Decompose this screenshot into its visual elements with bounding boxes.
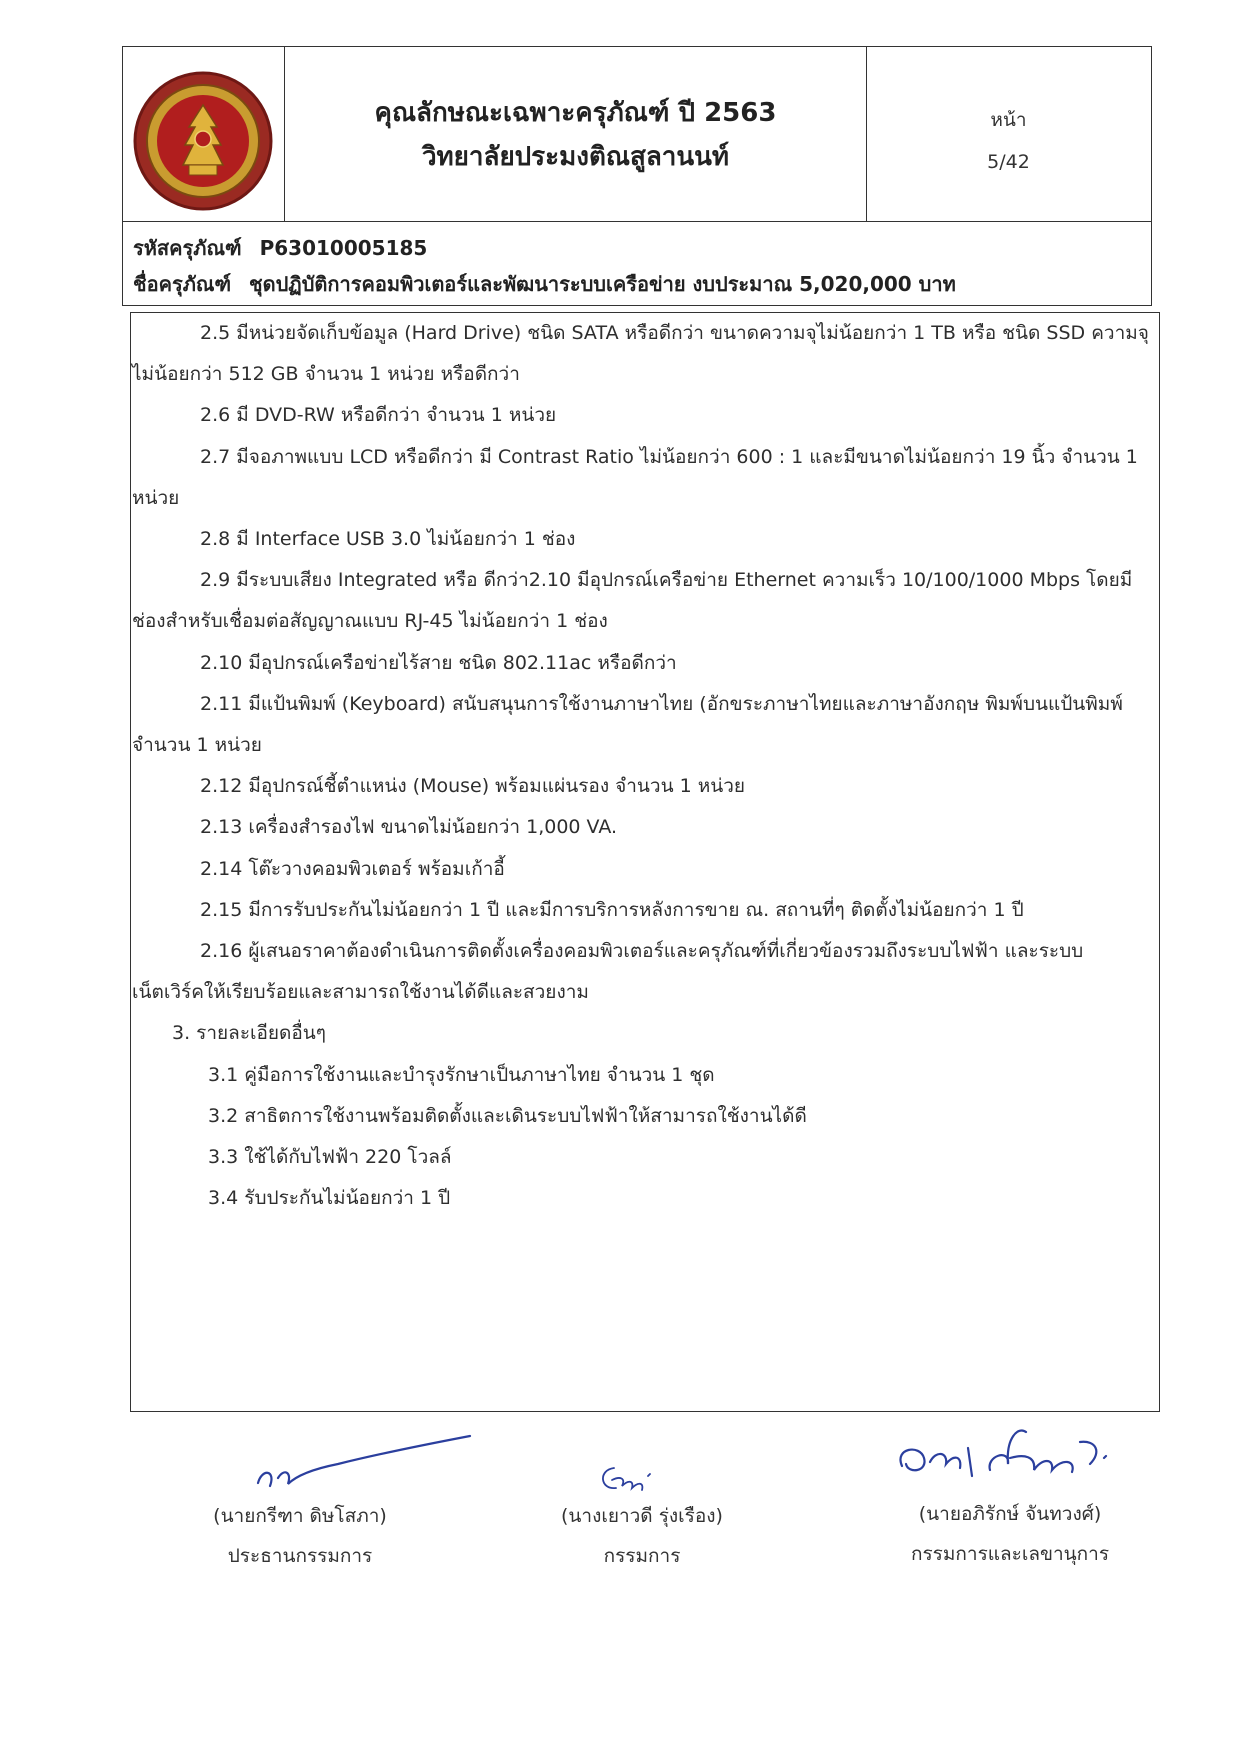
signature-mark-3 — [890, 1418, 1140, 1498]
spec-line: 2.11 มีแป้นพิมพ์ (Keyboard) สนับสนุนการใช้งานภาษาไทย (อักขระภาษาไทยและภาษาอังกฤษ พิมพ์บนแป้นพิมพ์ — [200, 692, 1123, 715]
spec-line: 2.9 มีระบบเสียง Integrated หรือ ดีกว่า2.10 มีอุปกรณ์เครือข่าย Ethernet ความเร็ว 10/100/1000 Mbps โดยมี — [200, 569, 1133, 592]
equipment-name-value: ชุดปฏิบัติการคอมพิวเตอร์และพัฒนาระบบเครือข่าย งบประมาณ 5,020,000 บาท — [249, 272, 956, 296]
signatory-name: (นายกรีฑา ดิษโสภา) — [213, 1505, 387, 1527]
signature-block-member — [492, 1496, 792, 1576]
document-title — [285, 91, 866, 179]
spec-line: ช่องสำหรับเชื่อมต่อสัญญาณแบบ RJ-45 ไม่น้อยกว่า 1 ช่อง — [132, 610, 608, 633]
signature-block-chairman — [150, 1496, 450, 1576]
spec-line: 2.6 มี DVD-RW หรือดีกว่า จำนวน 1 หน่วย — [200, 404, 557, 427]
signatory-name: (นางเยาวดี รุ่งเรือง) — [561, 1505, 723, 1527]
spec-line: 2.12 มีอุปกรณ์ชี้ตำแหน่ง (Mouse) พร้อมแผ่นรอง จำนวน 1 หน่วย — [200, 775, 746, 798]
page-indicator — [866, 99, 1151, 183]
signature-mark-1 — [248, 1428, 478, 1498]
spec-line: 2.14 โต๊ะวางคอมพิวเตอร์ พร้อมเก้าอี้ — [200, 857, 505, 880]
spec-line: 2.13 เครื่องสำรองไฟ ขนาดไม่น้อยกว่า 1,000 VA. — [200, 816, 618, 839]
spec-line: 2.5 มีหน่วยจัดเก็บข้อมูล (Hard Drive) ชนิด SATA หรือดีกว่า ขนาดความจุไม่น้อยกว่า 1 TB หรือ ชนิด SSD ความจุ — [200, 322, 1149, 344]
spec-line: 3.3 ใช้ได้กับไฟฟ้า 220 โวลล์ — [208, 1146, 452, 1168]
spec-line: 3.1 คู่มือการใช้งานและบำรุงรักษาเป็นภาษาไทย จำนวน 1 ชุด — [208, 1063, 715, 1086]
page-label: หน้า — [990, 109, 1027, 131]
vocational-education-commission-logo — [131, 69, 275, 213]
spec-line: 2.8 มี Interface USB 3.0 ไม่น้อยกว่า 1 ช่อง — [200, 528, 576, 550]
spec-line: เน็ตเวิร์คให้เรียบร้อยและสามารถใช้งานได้ดีและสวยงาม — [132, 981, 589, 1004]
spec-line: 3. รายละเอียดอื่นๆ — [172, 1022, 327, 1045]
signatory-role: ประธานกรรมการ — [227, 1545, 373, 1567]
signatory-name: (นายอภิรักษ์ จันทวงศ์) — [918, 1503, 1102, 1525]
spec-line: 2.10 มีอุปกรณ์เครือข่ายไร้สาย ชนิด 802.11ac หรือดีกว่า — [200, 651, 677, 674]
signatory-role: กรรมการและเลขานุการ — [910, 1543, 1110, 1565]
spec-line: 2.15 มีการรับประกันไม่น้อยกว่า 1 ปี และมีการบริการหลังการขาย ณ. สถานที่ๆ ติดตั้งไม่น้อยกว่า 1 ปี — [200, 898, 1024, 921]
title-line-1: คุณลักษณะเฉพาะครุภัณฑ์ ปี 2563 — [374, 98, 777, 128]
spec-line: 2.7 มีจอภาพแบบ LCD หรือดีกว่า มี Contrast Ratio ไม่น้อยกว่า 600 : 1 และมีขนาดไม่น้อยกว่า 19 นิ้ว จำนวน 1 — [200, 445, 1138, 468]
spec-line: 3.4 รับประกันไม่น้อยกว่า 1 ปี — [208, 1187, 451, 1210]
equipment-name-row — [133, 268, 956, 300]
equipment-code-value: P63010005185 — [259, 236, 428, 260]
spec-line: 2.16 ผู้เสนอราคาต้องดำเนินการติดตั้งเครื่องคอมพิวเตอร์และครุภัณฑ์ที่เกี่ยวข้องรวมถึงระบบไฟฟ้า และระบบ — [200, 940, 1084, 962]
equipment-code-label: รหัสครุภัณฑ์ — [133, 236, 242, 260]
signature-block-secretary — [860, 1494, 1160, 1574]
spec-line: ไม่น้อยกว่า 512 GB จำนวน 1 หน่วย หรือดีกว่า — [132, 363, 520, 386]
equipment-name-label: ชื่อครุภัณฑ์ — [133, 272, 232, 296]
signatory-role: กรรมการ — [603, 1545, 681, 1567]
page-number: 5/42 — [987, 151, 1030, 173]
spec-line: จำนวน 1 หน่วย — [132, 734, 262, 756]
spec-line: 3.2 สาธิตการใช้งานพร้อมติดตั้งและเดินระบบไฟฟ้าให้สามารถใช้งานได้ดี — [208, 1104, 807, 1127]
header-table — [122, 46, 1152, 222]
equipment-code-row — [133, 232, 427, 264]
title-line-2: วิทยาลัยประมงติณสูลานนท์ — [421, 142, 730, 172]
logo-cell — [123, 47, 285, 221]
equipment-info — [122, 222, 1152, 306]
spec-line: หน่วย — [132, 486, 180, 509]
